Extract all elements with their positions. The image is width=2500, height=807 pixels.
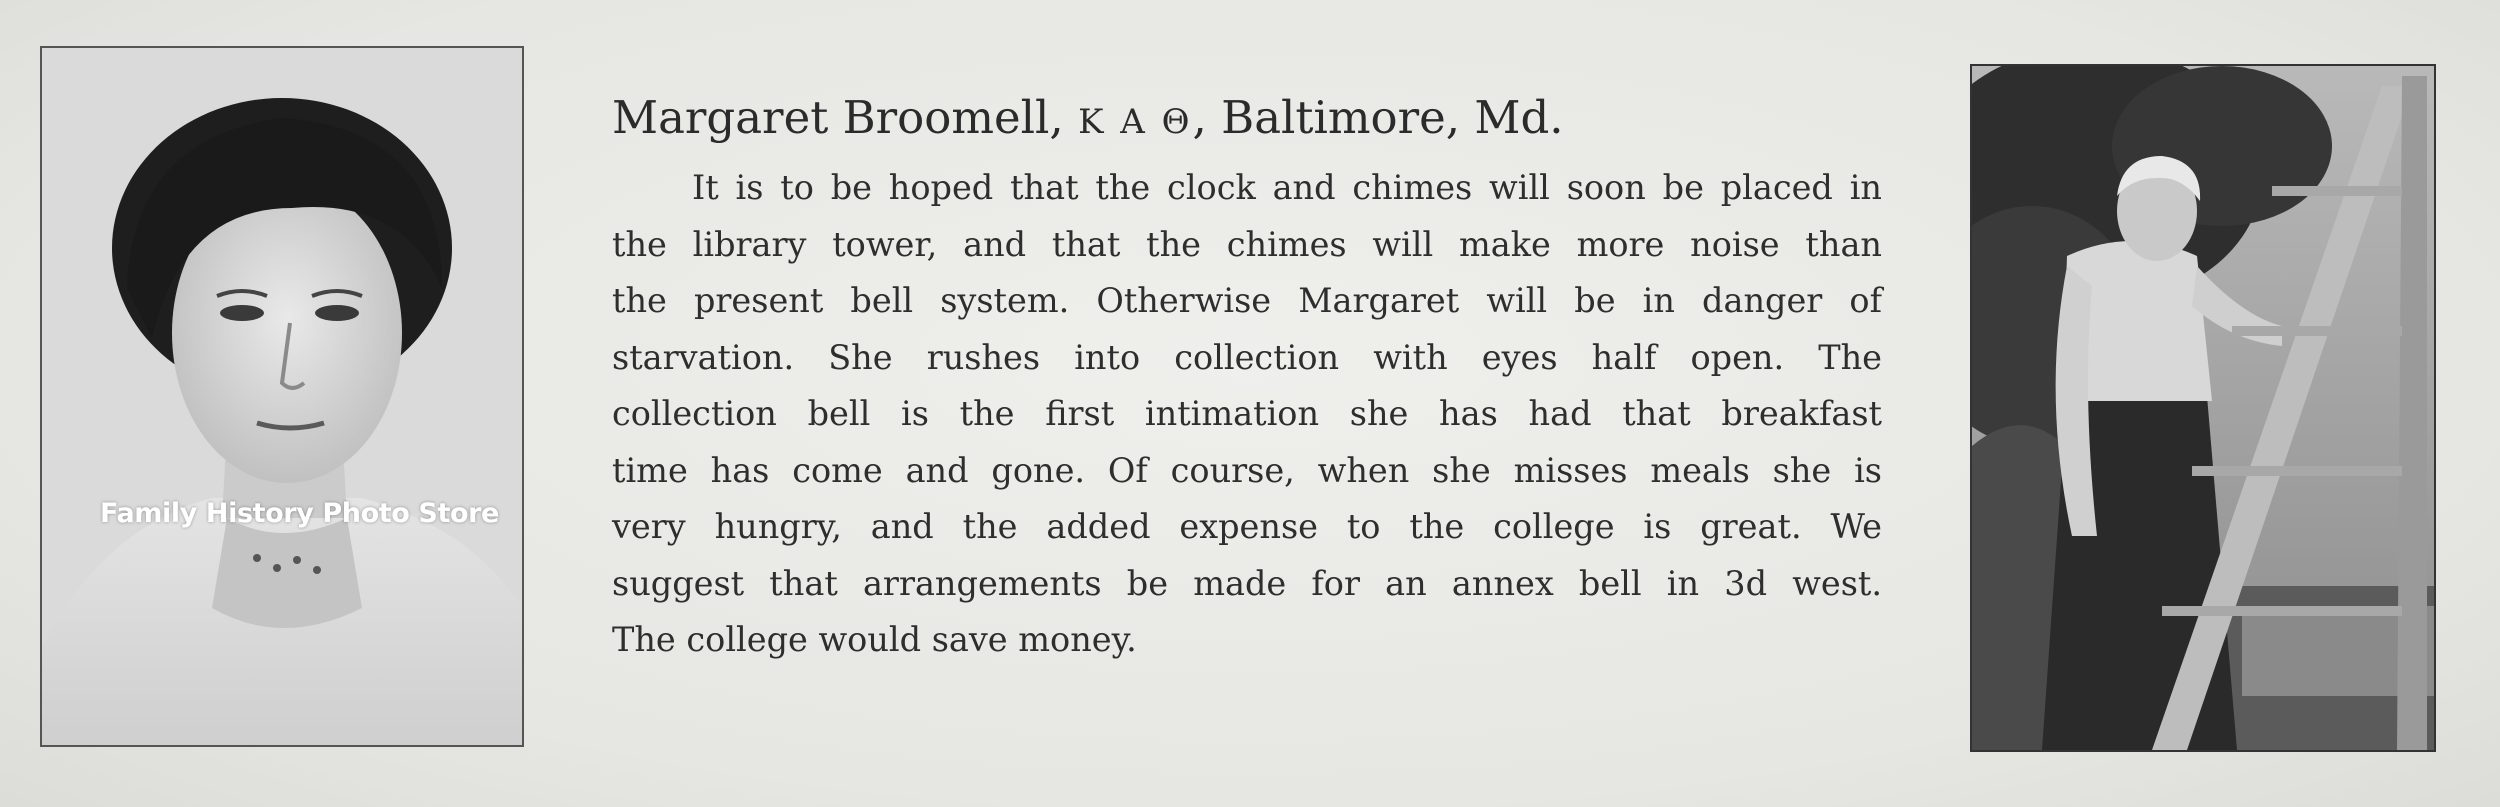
paragraph-line: The college would save money. bbox=[612, 620, 1137, 659]
candid-photo bbox=[1970, 64, 2436, 752]
paragraph-line: starvation. She rushes into collection with eyes half open. The bbox=[612, 337, 1882, 377]
fraternity-letters: Κ Α Θ bbox=[1078, 102, 1193, 142]
entry-title bbox=[612, 80, 1882, 160]
student-location: , Baltimore, Md. bbox=[1192, 91, 1564, 144]
watermark-text: Family History Photo Store bbox=[100, 498, 499, 529]
paragraph-line: the library tower, and that the chimes will make more noise than bbox=[612, 224, 1882, 264]
paragraph-line: the present bell system. Otherwise Margaret will be in danger of bbox=[612, 281, 1882, 320]
portrait-illustration bbox=[42, 48, 522, 745]
candid-illustration bbox=[1972, 66, 2434, 750]
paragraph-line: time has come and gone. Of course, when she misses meals she is bbox=[612, 450, 1882, 490]
paragraph-line: very hungry, and the added expense to the college is great. We bbox=[612, 507, 1882, 546]
paragraph-line: It is to be hoped that the clock and chimes will soon be placed in bbox=[692, 168, 1882, 207]
portrait-photo bbox=[40, 46, 524, 747]
student-name: Margaret Broomell, bbox=[612, 91, 1064, 144]
paragraph-line: suggest that arrangements be made for an annex bell in 3d west. bbox=[612, 563, 1882, 603]
paragraph-line: collection bell is the first intimation she has had that breakfast bbox=[612, 394, 1882, 433]
entry-paragraph bbox=[612, 160, 1882, 669]
entry-text-block bbox=[612, 80, 1882, 669]
